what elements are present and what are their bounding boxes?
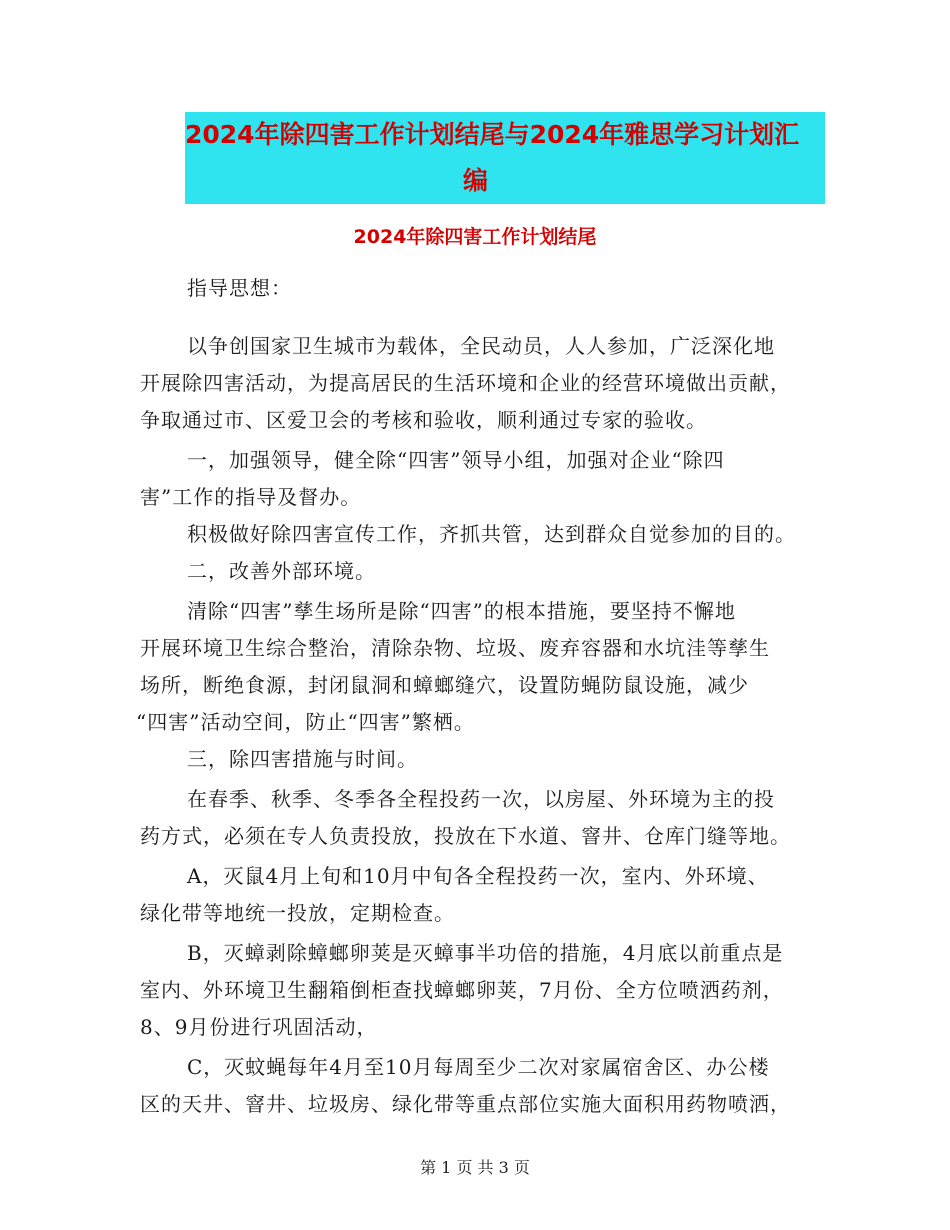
body-line: 场所，断绝食源，封闭鼠洞和蟑螂缝穴，设置防蝇防鼠设施，减少 [140,673,749,697]
title-line-1: 2024年除四害工作计划结尾与2024年雅思学习计划汇 [185,120,800,149]
body-line: 开展除四害活动，为提高居民的生活环境和企业的经营环境做出贡献， [140,371,791,395]
body-line: 8、9月份进行巩固活动， [140,1015,378,1039]
document-title [185,112,825,204]
body-line: 以争创国家卫生城市为载体，全民动员，人人参加，广泛深化地 [187,334,775,358]
body-line: A，灭鼠4月上旬和10月中旬各全程投药一次，室内、外环境、 [187,864,769,888]
body-line: 害”工作的指导及督办。 [140,485,362,509]
page-number-footer: 第 1 页 共 3 页 [420,1158,530,1177]
body-line: 二，改善外部环境。 [187,559,376,583]
body-line: 药方式，必须在专人负责投放，投放在下水道、窨井、仓库门缝等地。 [140,824,791,848]
body-line: 室内、外环境卫生翻箱倒柜查找蟑螂卵荚，7月份、全方位喷洒药剂， [140,978,784,1002]
body-line: B，灭蟑剥除蟑螂卵荚是灭蟑事半功倍的措施，4月底以前重点是 [187,941,784,965]
body-line: 绿化带等地统一投放，定期检查。 [140,901,455,925]
body-line: 在春季、秋季、冬季各全程投药一次，以房屋、外环境为主的投 [187,787,775,811]
body-line: C，灭蚊蝇每年4月至10月每周至少二次对家属宿舍区、办公楼 [187,1055,770,1079]
body-line: 清除“四害”孳生场所是除“四害”的根本措施，要坚持不懈地 [187,599,736,623]
body-line: 开展环境卫生综合整治，清除杂物、垃圾、废弃容器和水坑洼等孳生 [140,636,770,660]
body-line: 指导思想： [187,276,292,300]
body-line: “四害”活动空间，防止“四害”繁栖。 [136,710,475,734]
body-line: 三，除四害措施与时间。 [187,747,418,771]
section-title: 2024年除四害工作计划结尾 [353,226,597,248]
title-line-2: 编 [463,166,489,195]
body-line: 区的天井、窨井、垃圾房、绿化带等重点部位实施大面积用药物喷洒， [140,1092,791,1116]
body-line: 争取通过市、区爱卫会的考核和验收，顺利通过专家的验收。 [140,408,707,432]
body-line: 一，加强领导，健全除“四害”领导小组，加强对企业“除四 [187,448,725,472]
body-line: 积极做好除四害宣传工作，齐抓共管，达到群众自觉参加的目的。 [187,522,796,546]
